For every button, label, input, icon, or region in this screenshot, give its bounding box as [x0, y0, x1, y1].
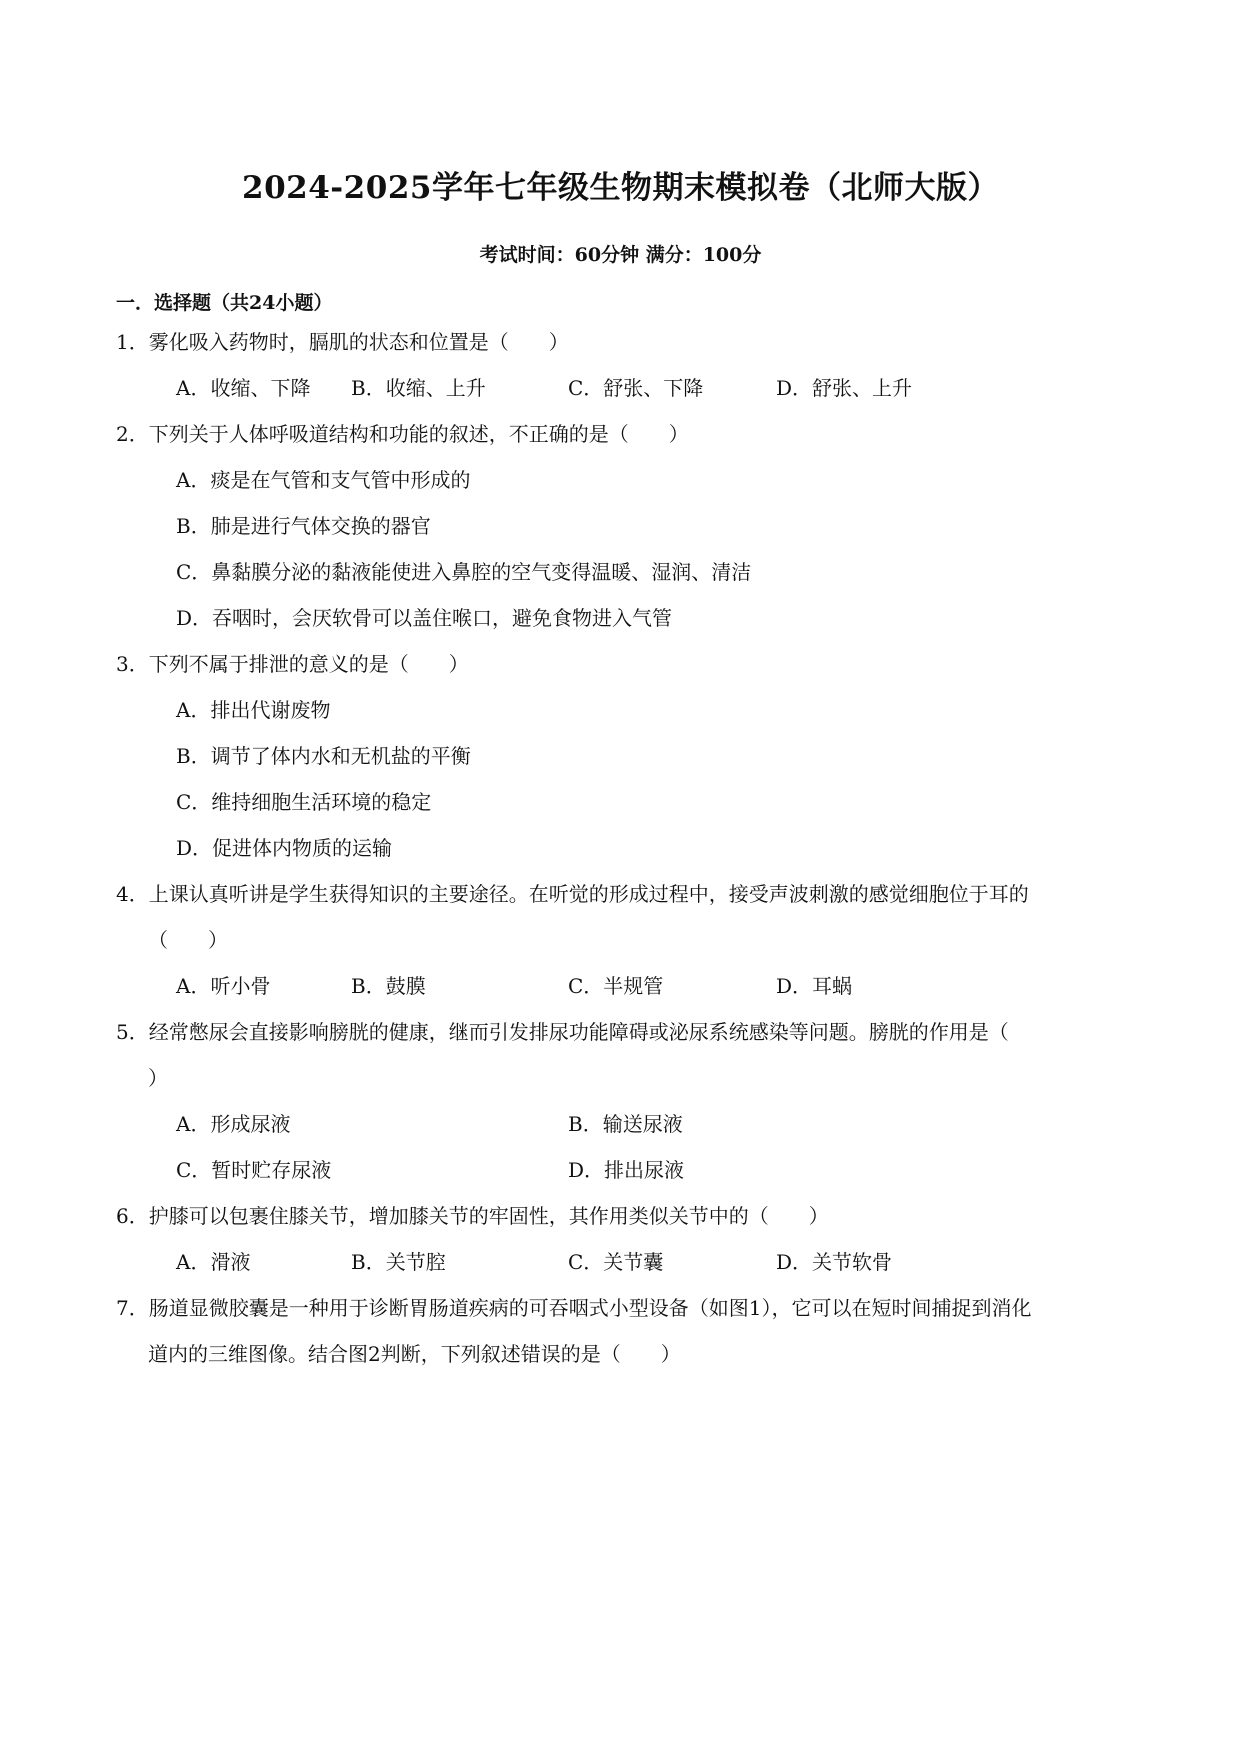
- question-6-option-a: A．滑液: [176, 1250, 251, 1274]
- question-4-option-c: C．半规管: [568, 974, 664, 998]
- document-title: 2024-2025学年七年级生物期末模拟卷（北师大版）: [242, 170, 999, 206]
- question-2-stem: 2．下列关于人体呼吸道结构和功能的叙述，不正确的是（ ）: [116, 422, 689, 446]
- question-1-option-b: B．收缩、上升: [351, 376, 486, 400]
- question-6-option-d: D．关节软骨: [776, 1250, 893, 1274]
- question-3-option-a: A．排出代谢废物: [176, 698, 331, 722]
- question-5-option-d: D．排出尿液: [568, 1158, 685, 1182]
- question-2-option-c: C．鼻黏膜分泌的黏液能使进入鼻腔的空气变得温暖、湿润、清洁: [176, 560, 752, 584]
- section-heading: 一．选择题（共24小题）: [116, 292, 333, 314]
- question-5-option-a: A．形成尿液: [176, 1112, 291, 1136]
- question-1-option-c: C．舒张、下降: [568, 376, 704, 400]
- question-5-stem-continuation: ）: [148, 1066, 168, 1090]
- question-5-option-c: C．暂时贮存尿液: [176, 1158, 332, 1182]
- question-4-option-a: A．听小骨: [176, 974, 271, 998]
- question-4-stem-continuation: （ ）: [148, 928, 228, 952]
- question-3-stem: 3．下列不属于排泄的意义的是（ ）: [116, 652, 469, 676]
- question-5-option-b: B．输送尿液: [568, 1112, 683, 1136]
- question-2-option-d: D．吞咽时，会厌软骨可以盖住喉口，避免食物进入气管: [176, 606, 673, 630]
- question-3-option-b: B．调节了体内水和无机盐的平衡: [176, 744, 471, 768]
- question-4-option-d: D．耳蜗: [776, 974, 853, 998]
- question-6-option-c: C．关节囊: [568, 1250, 664, 1274]
- question-2-option-a: A．痰是在气管和支气管中形成的: [176, 468, 471, 492]
- question-3-option-d: D．促进体内物质的运输: [176, 836, 393, 860]
- question-1-stem: 1．雾化吸入药物时，膈肌的状态和位置是（ ）: [116, 330, 569, 354]
- question-1-option-d: D．舒张、上升: [776, 376, 913, 400]
- question-4-stem: 4．上课认真听讲是学生获得知识的主要途径。在听觉的形成过程中，接受声波刺激的感觉细胞位于耳的: [116, 882, 1029, 906]
- exam-info: 考试时间：60分钟 满分：100分: [479, 244, 762, 266]
- question-4-option-b: B．鼓膜: [351, 974, 426, 998]
- question-7-stem: 7．肠道显微胶囊是一种用于诊断胃肠道疾病的可吞咽式小型设备（如图1），它可以在短时间捕捉到消化: [116, 1296, 1032, 1320]
- question-6-option-b: B．关节腔: [351, 1250, 446, 1274]
- question-1-option-a: A．收缩、下降: [176, 376, 311, 400]
- question-6-stem: 6．护膝可以包裹住膝关节，增加膝关节的牢固性，其作用类似关节中的（ ）: [116, 1204, 829, 1228]
- question-7-stem-continuation: 道内的三维图像。结合图2判断，下列叙述错误的是（ ）: [148, 1342, 681, 1366]
- question-3-option-c: C．维持细胞生活环境的稳定: [176, 790, 432, 814]
- question-2-option-b: B．肺是进行气体交换的器官: [176, 514, 431, 538]
- question-5-stem: 5．经常憋尿会直接影响膀胱的健康，继而引发排尿功能障碍或泌尿系统感染等问题。膀胱的作用是（: [116, 1020, 1009, 1044]
